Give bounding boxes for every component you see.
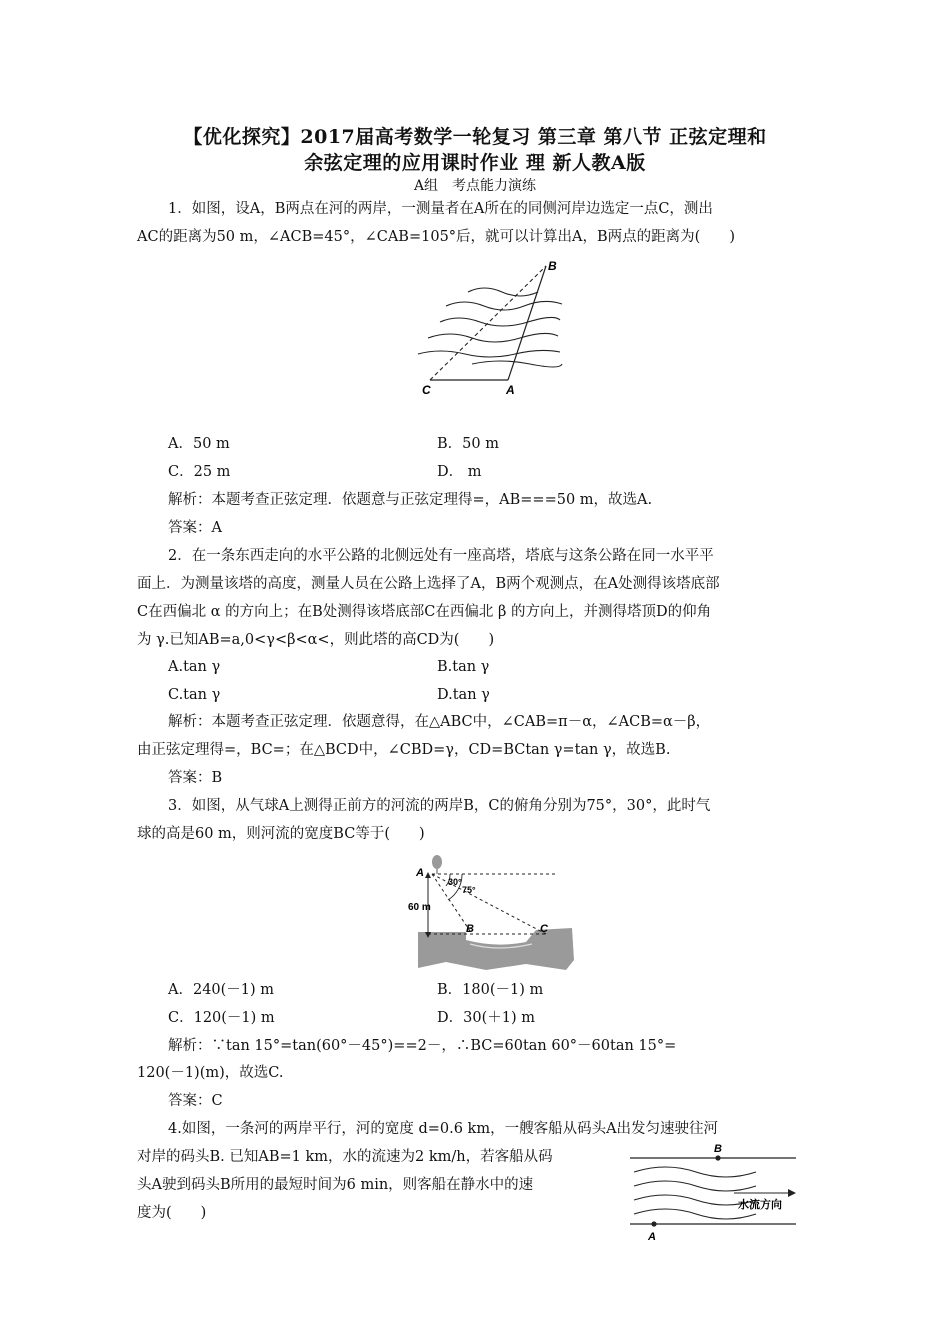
q1-option-a: A．50 m xyxy=(168,436,230,452)
q2-option-b: B.tan γ xyxy=(437,659,490,675)
q1-point-a-label: A xyxy=(506,383,515,397)
q3-text-line2: 球的高是60 m，则河流的宽度BC等于( ) xyxy=(137,826,425,842)
q4-text-line4: 度为( ) xyxy=(137,1205,207,1221)
q3-option-c: C．120(－1) m xyxy=(168,1010,275,1026)
q1-answer: 答案：A xyxy=(168,520,222,536)
q3-analysis-line2: 120(－1)(m)，故选C. xyxy=(137,1065,284,1081)
q3-option-b: B．180(－1) m xyxy=(437,982,544,998)
section-heading: A组 考点能力演练 xyxy=(413,178,537,194)
q3-point-b-label: B xyxy=(466,923,474,935)
q1-option-c: C．25 m xyxy=(168,464,231,480)
q2-text-line1: 2．在一条东西走向的水平公路的北侧远处有一座高塔，塔底与这条公路在同一水平平 xyxy=(168,548,714,564)
q3-analysis-line1: 解析：∵tan 15°=tan(60°－45°)==2－，∴BC=60tan 60°－60tan 15°= xyxy=(168,1038,677,1054)
q4-river-figure xyxy=(626,1140,802,1244)
q1-river-figure xyxy=(410,256,570,404)
q3-angle-75-label: 75° xyxy=(462,885,476,895)
arrow-right-icon xyxy=(788,1189,796,1197)
q2-analysis-line2: 由正弦定理得=，BC=；在△BCD中，∠CBD=γ，CD=BCtan γ=tan γ，故选B. xyxy=(137,742,671,758)
q4-point-a-label: A xyxy=(648,1231,656,1243)
doc-title-line2: 余弦定理的应用课时作业 理 新人教A版 xyxy=(304,152,646,174)
q3-option-d: D．30(＋1) m xyxy=(437,1010,535,1026)
q2-answer: 答案：B xyxy=(168,770,223,786)
q3-height-label: 60 m xyxy=(408,902,431,913)
q2-analysis-line1: 解析：本题考查正弦定理．依题意得，在△ABC中，∠CAB=π－α，∠ACB=α－β， xyxy=(168,714,711,730)
q4-point-b-label: B xyxy=(714,1143,722,1155)
q4-text-line3: 头A驶到码头B所用的最短时间为6 min，则客船在静水中的速 xyxy=(137,1177,534,1193)
q1-option-d: D． m xyxy=(437,464,482,480)
q1-text-line2: AC的距离为50 m，∠ACB=45°，∠CAB=105°后，就可以计算出A，B两点的距离为( ) xyxy=(137,229,735,245)
q2-option-a: A.tan γ xyxy=(168,659,221,675)
q2-option-c: C.tan γ xyxy=(168,687,221,703)
q4-text-line1: 4.如图，一条河的两岸平行，河的宽度 d=0.6 km，一艘客船从码头A出发匀速驶往河 xyxy=(168,1121,719,1137)
q4-flow-direction-label: 水流方向 xyxy=(738,1199,782,1211)
q2-text-line3: C在西偏北 α 的方向上；在B处测得该塔底部C在西偏北 β 的方向上，并测得塔顶D的仰角 xyxy=(137,604,712,620)
q2-text-line2: 面上．为测量该塔的高度，测量人员在公路上选择了A，B两个观测点，在A处测得该塔底部 xyxy=(137,576,720,592)
q3-point-a-label: A xyxy=(416,867,424,879)
q1-point-c-label: C xyxy=(422,383,431,397)
q3-balloon-figure xyxy=(406,852,578,974)
q3-text-line1: 3．如图，从气球A上测得正前方的河流的两岸B，C的俯角分别为75°，30°，此时气 xyxy=(168,798,711,814)
q2-option-d: D.tan γ xyxy=(437,687,490,703)
q3-point-c-label: C xyxy=(540,923,548,935)
q1-point-b-label: B xyxy=(548,259,557,273)
doc-title-line1: 【优化探究】2017届高考数学一轮复习 第三章 第八节 正弦定理和 xyxy=(183,126,767,148)
balloon-icon xyxy=(432,855,442,869)
q1-option-b: B．50 m xyxy=(437,436,499,452)
q2-text-line4: 为 γ.已知AB=a,0<γ<β<α<，则此塔的高CD为( ) xyxy=(137,632,495,648)
q1-analysis: 解析：本题考查正弦定理．依题意与正弦定理得=，AB===50 m，故选A. xyxy=(168,492,653,508)
q3-answer: 答案：C xyxy=(168,1093,223,1109)
q3-angle-30-label: 30° xyxy=(448,877,462,887)
q4-text-line2: 对岸的码头B. 已知AB=1 km，水的流速为2 km/h，若客船从码 xyxy=(137,1149,553,1165)
q3-option-a: A．240(－1) m xyxy=(168,982,275,998)
q1-text-line1: 1．如图，设A，B两点在河的两岸，一测量者在A所在的同侧河岸边选定一点C，测出 xyxy=(168,201,713,217)
